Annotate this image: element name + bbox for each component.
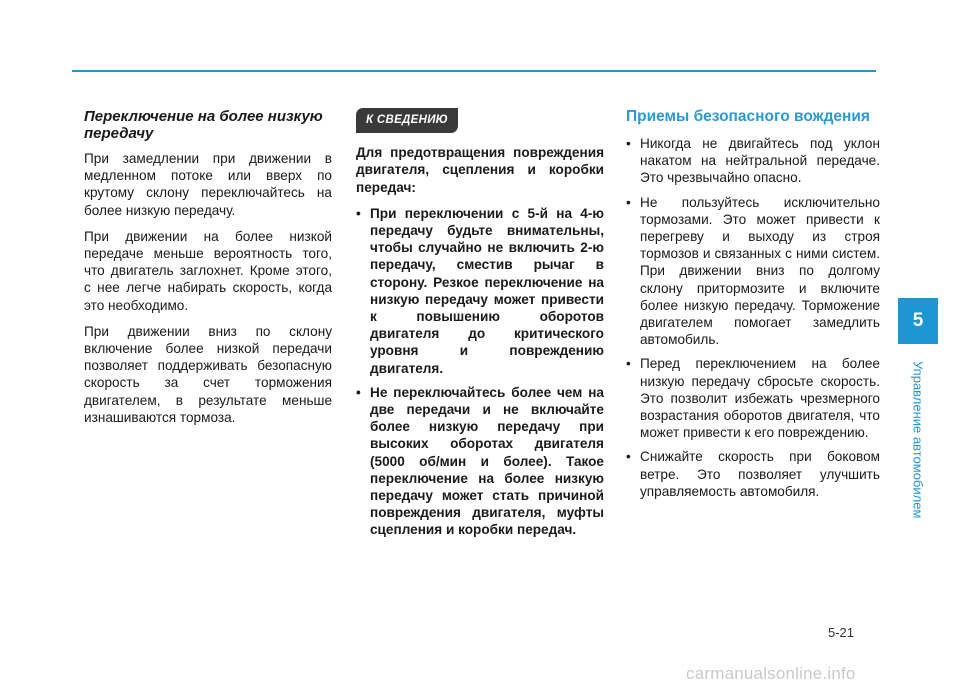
safe-driving-column: [626, 108, 880, 507]
body-paragraph: При замедлении при движении в медленном потоке или вверх по крутому склону переключайтесь на более низкую передачу.: [84, 151, 332, 218]
section-heading: Приемы безопасного вождения: [626, 108, 870, 125]
section-subheading: Переключение на более низкую передачу: [84, 108, 323, 142]
watermark: carmanualsonline.info: [686, 664, 856, 683]
list-item: • Никогда не двигайтесь под уклон накатом на нейтральной передаче. Это чрезвычайно опасно.: [626, 135, 880, 187]
chapter-title: [900, 352, 936, 528]
chapter-title-text: Управление автомобилем: [910, 361, 926, 519]
body-paragraph: При движении вниз по склону включение более низкой передачи позволяет поддерживать безопасную скорость за счет торможения двигателем, в результате меньше изнашиваются тормоза.: [84, 323, 332, 425]
notice-list: [356, 205, 604, 539]
body-paragraph: При движении на более низкой передаче меньше вероятность того, что двигатель заглохнет. Кроме этого, с нее легче набирать скорость, когда это необходимо.: [84, 228, 332, 313]
page-number: 5-21: [828, 625, 855, 640]
header-rule: [72, 70, 876, 72]
safe-driving-list: [626, 135, 880, 500]
chapter-number-tab[interactable]: 5: [898, 298, 938, 344]
list-item: • Снижайте скорость при боковом ветре. Это позволяет улучшить управляемость автомобиля.: [626, 448, 880, 500]
list-item: • Перед переключением на более низкую передачу сбросьте скорость. Это позволит избежать чрезмерного возрастания оборотов двигателя, что может привести к его повреждению.: [626, 355, 880, 441]
list-item: • Не пользуйтесь исключительно тормозами. Это может привести к перегреву и выходу из строя тормозов и связанных с ними систем. При движении вниз по долгому склону притормозите и включите более низкую передачу. Торможение двигателем помогает замедлить автомобиль.: [626, 194, 880, 349]
left-column: [84, 108, 332, 435]
notice-item: • Не переключайтесь более чем на две передачи и не включайте более низкую передачу при высоких оборотах двигателя (5000 об/мин и более). Такое переключение на более низкую передачу может стать причиной повреждения двигателя, муфты сцепления и коробки передач.: [356, 384, 604, 539]
notice-item: • При переключении с 5-й на 4-ю передачу будьте внимательны, чтобы случайно не включить 2-ю передачу, сместив рычаг в сторону. Резкое переключение на низкую передачу может привести к повышению оборотов двигателя до критического уровня и повреждению двигателя.: [356, 205, 604, 377]
notice-column: [356, 108, 604, 546]
notice-intro: Для предотвращения повреждения двигателя, сцепления и коробки передач:: [356, 145, 604, 195]
notice-badge: К СВЕДЕНИЮ: [356, 108, 458, 133]
